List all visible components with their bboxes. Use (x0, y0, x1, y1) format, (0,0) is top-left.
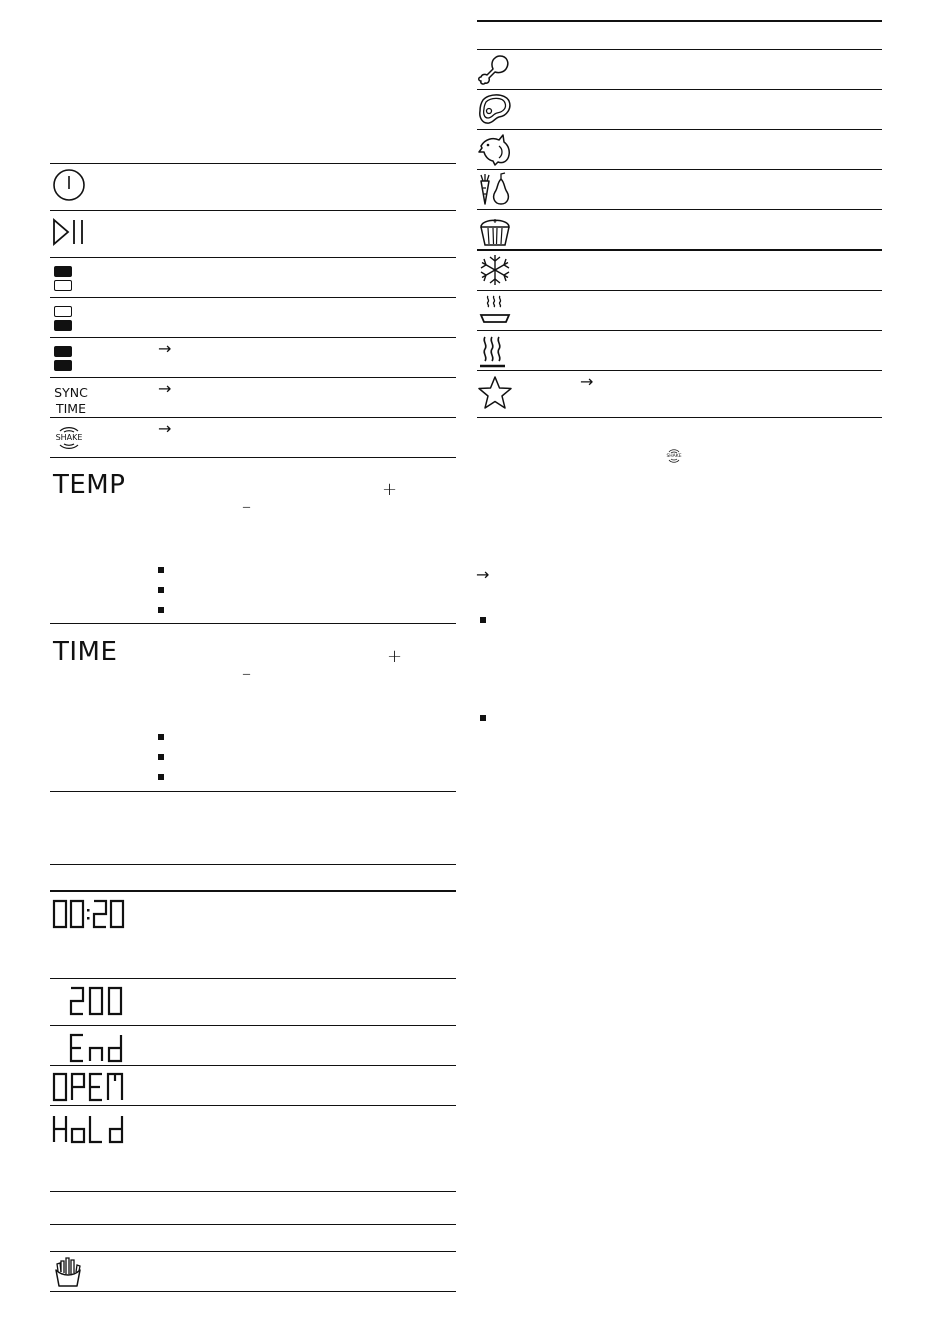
divider (50, 417, 456, 418)
snowflake-icon (478, 253, 512, 287)
divider (50, 1025, 456, 1026)
play-pause-icon (52, 218, 86, 246)
arrow-icon: → (476, 565, 490, 584)
divider (50, 791, 456, 792)
divider (50, 1224, 456, 1225)
divider (477, 20, 882, 22)
display-code-200 (68, 986, 126, 1016)
divider (477, 370, 882, 371)
divider (477, 290, 882, 291)
bullet (158, 587, 164, 593)
plus-icon: + (382, 479, 398, 500)
shake-label: SHAKE (55, 433, 83, 442)
arrow-icon: → (158, 419, 172, 438)
divider (50, 1191, 456, 1192)
display-code-end (68, 1033, 126, 1063)
shake-small-label: SHAKE (666, 454, 682, 459)
arrow-icon: → (158, 339, 172, 358)
arrow-icon: → (158, 379, 172, 398)
divider (50, 1251, 456, 1252)
fish-icon (477, 132, 513, 166)
divider (477, 169, 882, 170)
bullet (480, 617, 486, 623)
divider (50, 337, 456, 338)
bullet (480, 715, 486, 721)
divider (50, 297, 456, 298)
divider (477, 417, 882, 418)
divider (477, 89, 882, 90)
divider (50, 864, 456, 865)
arrow-icon: → (580, 372, 594, 391)
divider (477, 209, 882, 210)
minus-icon: – (242, 496, 251, 517)
divider (477, 249, 882, 251)
divider (50, 377, 456, 378)
divider (50, 890, 456, 892)
display-code-open (52, 1072, 126, 1102)
divider (50, 210, 456, 211)
time-text: TIME (55, 401, 86, 416)
bullet (158, 754, 164, 760)
display-code-hold (52, 1114, 126, 1144)
bullet (158, 774, 164, 780)
divider (50, 1065, 456, 1066)
display-code-0020 (52, 899, 126, 929)
time-label: TIME (53, 637, 118, 667)
bullet (158, 734, 164, 740)
steak-icon (477, 92, 513, 126)
bullet (158, 607, 164, 613)
vegetables-icon (477, 171, 513, 207)
divider (50, 623, 456, 624)
minus-icon: – (242, 663, 251, 684)
sync-text: SYNC (54, 385, 88, 400)
keep-warm-icon (478, 293, 512, 327)
bullet (158, 567, 164, 573)
divider (477, 330, 882, 331)
divider (50, 163, 456, 164)
chicken-leg-icon (478, 53, 512, 87)
divider (50, 257, 456, 258)
divider (477, 129, 882, 130)
reheat-icon (478, 333, 512, 369)
divider (50, 1105, 456, 1106)
temp-label: TEMP (53, 470, 126, 500)
divider (50, 978, 456, 979)
divider (50, 457, 456, 458)
divider (50, 1291, 456, 1292)
power-icon (52, 168, 86, 202)
muffin-icon (477, 213, 513, 247)
star-icon (477, 375, 513, 411)
divider (477, 49, 882, 50)
plus-icon: + (387, 646, 403, 667)
fries-icon (53, 1256, 83, 1288)
sync-time-label (52, 385, 90, 417)
